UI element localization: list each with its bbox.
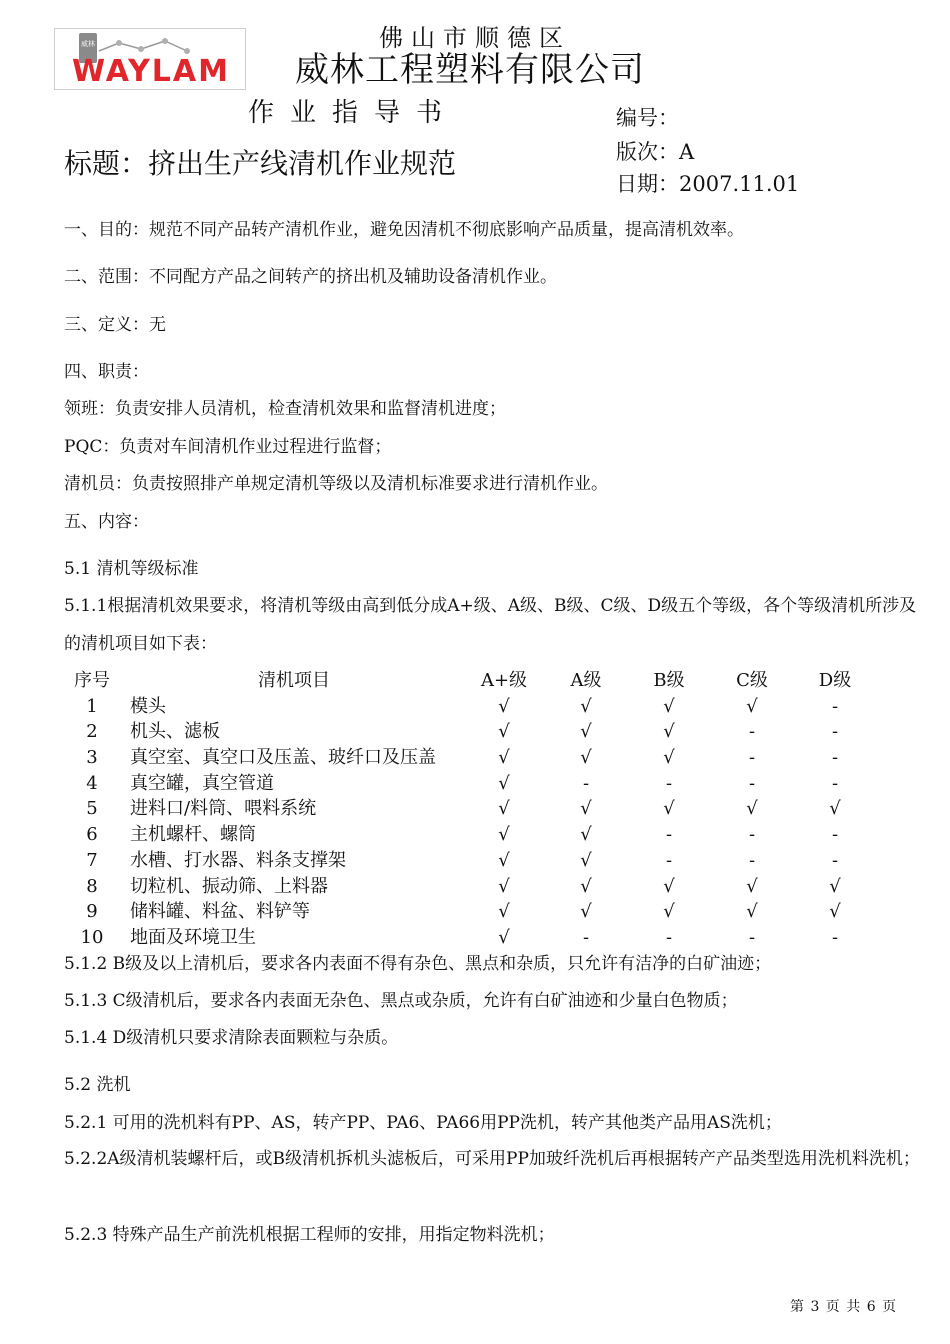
cell-a: √ bbox=[580, 901, 592, 923]
table-row bbox=[64, 771, 884, 797]
header-no: 序号 bbox=[74, 670, 110, 691]
row-item: 进料口/料筒、喂料系统 bbox=[130, 798, 317, 820]
cell-a-plus: √ bbox=[498, 926, 510, 948]
cell-a-plus: √ bbox=[498, 849, 510, 871]
table-row bbox=[64, 745, 884, 771]
cell-d: - bbox=[831, 747, 839, 769]
cell-b: - bbox=[665, 849, 673, 871]
section-definition: 三、定义：无 bbox=[64, 315, 166, 335]
row-no: 10 bbox=[80, 926, 104, 948]
table-row bbox=[64, 719, 884, 745]
section-5-2-1: 5.2.1 可用的洗机料有PP、AS，转产PP、PA6、PA66用PP洗机，转产其他类产品用AS洗机； bbox=[64, 1113, 782, 1133]
header-level-a: A级 bbox=[570, 670, 602, 691]
company-logo bbox=[54, 28, 246, 90]
duty-cleaner: 清机员：负责按照排产单规定清机等级以及清机标准要求进行清机作业。 bbox=[64, 474, 608, 494]
table-body bbox=[64, 694, 884, 951]
cell-d: - bbox=[831, 695, 839, 717]
cell-d: - bbox=[831, 824, 839, 846]
cell-c: - bbox=[748, 926, 756, 948]
cell-b: √ bbox=[663, 901, 675, 923]
row-item: 机头、滤板 bbox=[130, 721, 220, 743]
cell-d: √ bbox=[829, 901, 841, 923]
section-5-1-2: 5.1.2 B级及以上清机后，要求各内表面不得有杂色、黑点和杂质，只允许有洁净的白矿油迹； bbox=[64, 954, 772, 974]
cell-d: √ bbox=[829, 875, 841, 897]
document-number: 编号： bbox=[616, 106, 679, 130]
section-5-1-1: 5.1.1根据清机效果要求，将清机等级由高到低分成A+级、A级、B级、C级、D级五个等级，各个等级清机所涉及的清机项目如下表： bbox=[64, 596, 917, 654]
row-no: 5 bbox=[86, 798, 98, 820]
section-duties: 四、职责： bbox=[64, 362, 149, 382]
header-level-d: D级 bbox=[818, 670, 852, 691]
table-row bbox=[64, 874, 884, 900]
cell-a: √ bbox=[580, 798, 592, 820]
row-item: 主机螺杆、螺筒 bbox=[130, 824, 256, 846]
document-date: 日期：2007.11.01 bbox=[616, 172, 800, 196]
cell-a-plus: √ bbox=[498, 721, 510, 743]
row-no: 9 bbox=[86, 901, 98, 923]
document-type: 作业指导书 bbox=[248, 98, 459, 128]
header-level-c: C级 bbox=[736, 670, 768, 691]
row-item: 真空室、真空口及压盖、玻纤口及压盖 bbox=[130, 747, 436, 769]
company-name: 威林工程塑料有限公司 bbox=[295, 50, 645, 90]
cell-b: √ bbox=[663, 798, 675, 820]
cell-c: √ bbox=[746, 875, 758, 897]
cell-b: √ bbox=[663, 875, 675, 897]
section-5-1-4: 5.1.4 D级清机只要求清除表面颗粒与杂质。 bbox=[64, 1028, 399, 1048]
row-no: 3 bbox=[86, 747, 98, 769]
cell-a: √ bbox=[580, 695, 592, 717]
row-item: 地面及环境卫生 bbox=[130, 926, 256, 948]
cell-a-plus: √ bbox=[498, 875, 510, 897]
header-item: 清机项目 bbox=[258, 670, 330, 691]
section-content: 五、内容： bbox=[64, 512, 149, 532]
cell-a-plus: √ bbox=[498, 798, 510, 820]
section-5-2-3: 5.2.3 特殊产品生产前洗机根据工程师的安排，用指定物料洗机； bbox=[64, 1225, 555, 1245]
cell-a: - bbox=[582, 772, 590, 794]
duty-foreman: 领班：负责安排人员清机，检查清机效果和监督清机进度； bbox=[64, 399, 506, 419]
cell-a: √ bbox=[580, 849, 592, 871]
section-purpose: 一、目的：规范不同产品转产清机作业，避免因清机不彻底影响产品质量，提高清机效率。 bbox=[64, 220, 744, 240]
logo-wordmark: WAYLAM bbox=[71, 54, 231, 89]
row-item: 模头 bbox=[130, 695, 166, 717]
cell-b: √ bbox=[663, 721, 675, 743]
cell-c: √ bbox=[746, 798, 758, 820]
row-no: 1 bbox=[86, 695, 98, 717]
cell-c: - bbox=[748, 721, 756, 743]
city-name: 佛山市顺德区 bbox=[379, 24, 571, 52]
cell-a-plus: √ bbox=[498, 901, 510, 923]
row-no: 4 bbox=[86, 772, 98, 794]
section-5-1-3: 5.1.3 C级清机后，要求各内表面无杂色、黑点或杂质，允许有白矿油迹和少量白色物质； bbox=[64, 991, 738, 1011]
cell-b: - bbox=[665, 926, 673, 948]
header-level-b: B级 bbox=[653, 670, 685, 691]
row-item: 水槽、打水器、料条支撑架 bbox=[130, 849, 346, 871]
table-row bbox=[64, 694, 884, 720]
cell-a: √ bbox=[580, 747, 592, 769]
cell-a: √ bbox=[580, 875, 592, 897]
cell-a-plus: √ bbox=[498, 695, 510, 717]
table-header-row bbox=[64, 668, 884, 694]
cell-b: - bbox=[665, 772, 673, 794]
table-row bbox=[64, 796, 884, 822]
table-row bbox=[64, 848, 884, 874]
cell-d: - bbox=[831, 721, 839, 743]
cell-c: √ bbox=[746, 695, 758, 717]
document-version: 版次：A bbox=[616, 140, 695, 164]
row-no: 7 bbox=[86, 849, 98, 871]
table-row bbox=[64, 925, 884, 951]
document-title: 标题：挤出生产线清机作业规范 bbox=[64, 147, 457, 180]
cell-b: √ bbox=[663, 695, 675, 717]
cell-a: - bbox=[582, 926, 590, 948]
row-item: 储料罐、料盆、料铲等 bbox=[130, 901, 310, 923]
cell-a-plus: √ bbox=[498, 824, 510, 846]
section-5-1-heading: 5.1 清机等级标准 bbox=[64, 559, 199, 579]
row-no: 8 bbox=[86, 875, 98, 897]
cell-c: - bbox=[748, 849, 756, 871]
duty-pqc: PQC：负责对车间清机作业过程进行监督； bbox=[64, 437, 392, 457]
cell-c: - bbox=[748, 747, 756, 769]
section-5-2-2: 5.2.2A级清机装螺杆后，或B级清机拆机头滤板后，可采用PP加玻纤洗机后再根据转产产品类型选用洗机料洗机； bbox=[64, 1149, 920, 1169]
row-item: 真空罐，真空管道 bbox=[130, 772, 274, 794]
row-no: 2 bbox=[86, 721, 98, 743]
cell-d: √ bbox=[829, 798, 841, 820]
cell-c: - bbox=[748, 824, 756, 846]
section-5-2-heading: 5.2 洗机 bbox=[64, 1075, 131, 1095]
cell-a: √ bbox=[580, 721, 592, 743]
cell-a-plus: √ bbox=[498, 772, 510, 794]
cell-b: - bbox=[665, 824, 673, 846]
cell-d: - bbox=[831, 926, 839, 948]
logo-small-text: 威林 bbox=[81, 40, 95, 48]
header-level-a-plus: A+级 bbox=[480, 670, 528, 691]
row-item: 切粒机、振动筛、上料器 bbox=[130, 875, 328, 897]
row-no: 6 bbox=[86, 824, 98, 846]
waylam-logo-graphic bbox=[55, 29, 245, 89]
table-row bbox=[64, 899, 884, 925]
cell-a-plus: √ bbox=[498, 747, 510, 769]
table-row bbox=[64, 822, 884, 848]
cell-c: - bbox=[748, 772, 756, 794]
cleaning-level-table bbox=[64, 668, 884, 951]
cell-d: - bbox=[831, 849, 839, 871]
cell-d: - bbox=[831, 772, 839, 794]
section-scope: 二、范围：不同配方产品之间转产的挤出机及辅助设备清机作业。 bbox=[64, 267, 557, 287]
cell-b: √ bbox=[663, 747, 675, 769]
page-number: 第 3 页 共 6 页 bbox=[790, 1299, 898, 1315]
cell-c: √ bbox=[746, 901, 758, 923]
cell-a: √ bbox=[580, 824, 592, 846]
